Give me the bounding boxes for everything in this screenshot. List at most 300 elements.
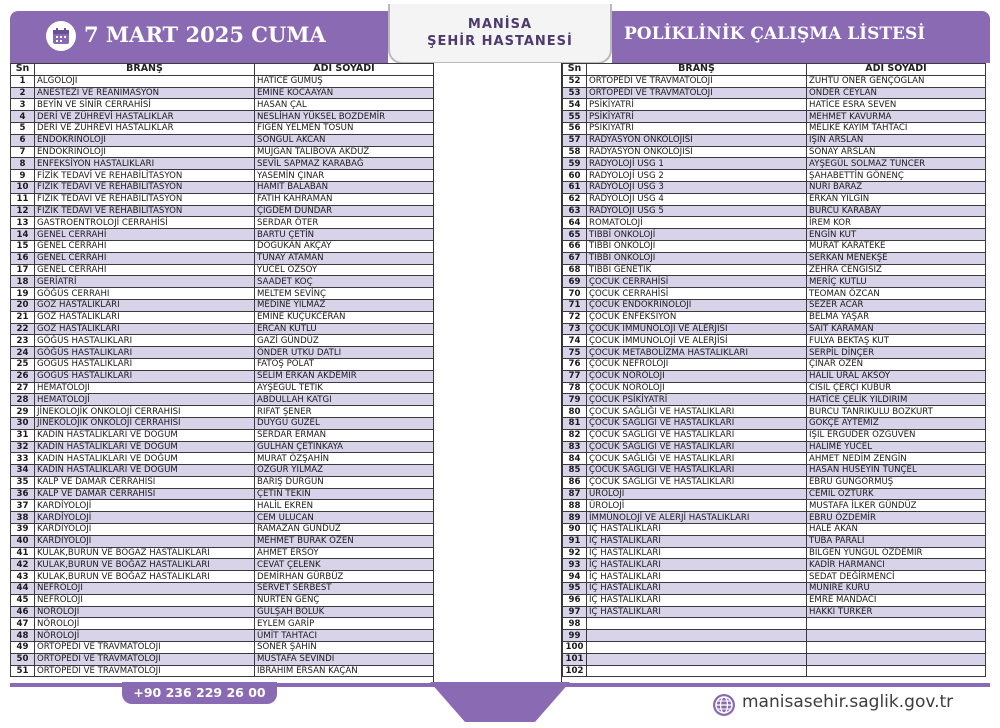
row-doctor-name: SAİT KARAMAN — [807, 323, 986, 335]
row-sn: 85 — [563, 465, 587, 477]
row-brans: BEYİN VE SİNİR CERRAHİSİ — [35, 99, 255, 111]
row-brans: GÖĞÜS HASTALIKLARI — [35, 358, 255, 370]
row-sn: 26 — [11, 370, 35, 382]
table-row — [563, 665, 986, 677]
row-doctor-name: NESLİHAN YÜKSEL BOZDEMİR — [255, 111, 434, 123]
row-brans: NÖROLOJİ — [35, 618, 255, 630]
row-sn: 78 — [563, 382, 587, 394]
row-doctor-name: YASEMİN ÇINAR — [255, 170, 434, 182]
row-brans: İÇ HASTALIKLARI — [587, 524, 807, 536]
row-sn: 48 — [11, 630, 35, 642]
row-doctor-name: HATİCE GÜMÜŞ — [255, 75, 434, 87]
row-brans: NÖROLOJİ — [35, 606, 255, 618]
globe-icon — [712, 693, 736, 717]
row-brans: İÇ HASTALIKLARI — [587, 547, 807, 559]
row-brans: GENEL CERRAHİ — [35, 252, 255, 264]
row-brans: GÖĞÜS CERRAHI — [35, 288, 255, 300]
row-sn: 100 — [563, 642, 587, 654]
row-brans: ENDOKRİNOLOJİ — [35, 134, 255, 146]
row-doctor-name: HAMİT BALABAN — [255, 181, 434, 193]
table-row — [563, 158, 986, 170]
table-row — [563, 122, 986, 134]
row-doctor-name: AYŞEGÜL SOLMAZ TUNCER — [807, 158, 986, 170]
row-sn: 69 — [563, 276, 587, 288]
row-brans: KULAK,BURUN VE BOĞAZ HASTALIKLARI — [35, 547, 255, 559]
row-brans: ÇOCUK ENDOKRİNOLOJİ — [587, 299, 807, 311]
table-row — [11, 264, 434, 276]
row-brans: FİZİK TEDAVİ VE REHABİLİTASYON — [35, 181, 255, 193]
table-row — [563, 205, 986, 217]
row-sn: 93 — [563, 559, 587, 571]
row-brans: FİZİK TEDAVİ VE REHABİLİTASYON — [35, 170, 255, 182]
row-sn: 38 — [11, 512, 35, 524]
table-row — [563, 429, 986, 441]
row-sn: 66 — [563, 240, 587, 252]
row-doctor-name: SERDAR ERMAN — [255, 429, 434, 441]
name-header: ADI SOYADI — [255, 64, 434, 76]
table-row — [11, 394, 434, 406]
row-brans: TIBBİ ONKOLOJİ — [587, 229, 807, 241]
table-row — [11, 547, 434, 559]
table-row — [11, 382, 434, 394]
table-row — [563, 347, 986, 359]
row-brans: ÇOCUK İMMUNOLOJİ VE ALERJİSİ — [587, 335, 807, 347]
table-row — [563, 476, 986, 488]
row-sn: 16 — [11, 252, 35, 264]
row-doctor-name: ZÜHTÜ ÖNER GENÇOĞLAN — [807, 75, 986, 87]
table-row — [11, 476, 434, 488]
row-brans: PSİKİYATRİ — [587, 99, 807, 111]
row-sn: 35 — [11, 476, 35, 488]
row-doctor-name: EMRE MANDACI — [807, 594, 986, 606]
table-row — [11, 323, 434, 335]
row-doctor-name: SERDAR ÖTER — [255, 217, 434, 229]
row-sn: 71 — [563, 299, 587, 311]
row-brans: ÇOCUK SAĞLIĞI VE HASTALIKLARI — [587, 476, 807, 488]
row-sn: 99 — [563, 630, 587, 642]
schedule-table-left — [10, 63, 433, 683]
row-doctor-name: HALİL URAL AKSOY — [807, 370, 986, 382]
row-brans: ROMATOLOJİ — [587, 217, 807, 229]
row-sn: 98 — [563, 618, 587, 630]
row-doctor-name: EBRU ÖZDEMİR — [807, 512, 986, 524]
row-doctor-name: TEOMAN ÖZCAN — [807, 288, 986, 300]
row-sn: 46 — [11, 606, 35, 618]
row-doctor-name: SERKAN MENEKŞE — [807, 252, 986, 264]
row-brans: GENEL CERRAHİ — [35, 229, 255, 241]
table-row — [563, 323, 986, 335]
table-row — [563, 134, 986, 146]
row-doctor-name: EMİNE KOCAAYAN — [255, 87, 434, 99]
table-row — [11, 606, 434, 618]
row-brans: İÇ HASTALIKLARI — [587, 559, 807, 571]
row-doctor-name: BURCU TANRIKULU BOZKURT — [807, 406, 986, 418]
row-doctor-name: AHMET NEDİM ZENGİN — [807, 453, 986, 465]
row-sn: 92 — [563, 547, 587, 559]
table-row — [563, 453, 986, 465]
row-doctor-name: SONGÜL AKCAN — [255, 134, 434, 146]
table-row — [563, 583, 986, 595]
row-brans: ÇOCUK SAĞLIĞI VE HASTALIKLARI — [587, 453, 807, 465]
row-doctor-name: SAADET KOÇ — [255, 276, 434, 288]
table-row — [563, 170, 986, 182]
row-brans: ÇOCUK ENFEKSİYON — [587, 311, 807, 323]
row-sn: 67 — [563, 252, 587, 264]
row-doctor-name: ÇETİN TEKİN — [255, 488, 434, 500]
row-brans: NEFROLOJİ — [35, 583, 255, 595]
row-doctor-name: ÖNDER CEYLAN — [807, 87, 986, 99]
row-brans: DERİ VE ZÜHREVİ HASTALIKLAR — [35, 111, 255, 123]
brans-header: BRANŞ — [587, 64, 807, 76]
row-doctor-name: HALİL EKREN — [255, 500, 434, 512]
row-sn: 84 — [563, 453, 587, 465]
row-doctor-name: HASAN HÜSEYİN TUNÇEL — [807, 465, 986, 477]
row-brans: RADYOLOJİ USG 4 — [587, 193, 807, 205]
hospital-name-line1: MANİSA — [467, 17, 533, 32]
row-sn: 56 — [563, 122, 587, 134]
row-doctor-name: BELMA YAŞAR — [807, 311, 986, 323]
center-spacer — [433, 63, 562, 683]
row-doctor-name: MEHMET KAVURMA — [807, 111, 986, 123]
row-doctor-name: MURAT ÖZŞAHİN — [255, 453, 434, 465]
row-brans: KADIN HASTALIKLARI VE DOĞUM — [35, 453, 255, 465]
table-row — [563, 382, 986, 394]
sn-header: Sn — [563, 64, 587, 76]
row-brans: İÇ HASTALIKLARI — [587, 606, 807, 618]
row-brans — [587, 665, 807, 677]
row-brans: GÖĞÜS HASTALIKLARI — [35, 347, 255, 359]
row-sn: 54 — [563, 99, 587, 111]
row-sn: 14 — [11, 229, 35, 241]
row-brans: ÇOCUK İMMUNOLOJİ VE ALERJİSİ — [587, 323, 807, 335]
row-doctor-name — [807, 642, 986, 654]
row-brans: ÜROLOJİ — [587, 488, 807, 500]
row-doctor-name: NURTEN GENÇ — [255, 594, 434, 606]
table-row — [11, 205, 434, 217]
row-doctor-name: MUSTAFA SEVİNDİ — [255, 653, 434, 665]
row-brans — [587, 642, 807, 654]
row-sn: 15 — [11, 240, 35, 252]
table-row — [563, 535, 986, 547]
row-sn: 50 — [11, 653, 35, 665]
row-doctor-name: MERİÇ KUTLU — [807, 276, 986, 288]
row-sn: 76 — [563, 358, 587, 370]
row-brans: İÇ HASTALIKLARI — [587, 535, 807, 547]
table-header-row — [11, 64, 434, 76]
row-sn: 95 — [563, 583, 587, 595]
row-doctor-name: FATİH KAHRAMAN — [255, 193, 434, 205]
row-sn: 91 — [563, 535, 587, 547]
row-sn: 68 — [563, 264, 587, 276]
row-sn: 12 — [11, 205, 35, 217]
row-doctor-name: BİLGEN YÜNGÜL ÖZDEMİR — [807, 547, 986, 559]
table-row — [563, 146, 986, 158]
row-doctor-name: BARIŞ DURGUN — [255, 476, 434, 488]
row-brans: ÇOCUK SAĞLIĞI VE HASTALIKLARI — [587, 429, 807, 441]
row-sn: 89 — [563, 512, 587, 524]
table-row — [11, 417, 434, 429]
table-row — [563, 512, 986, 524]
table-row — [11, 146, 434, 158]
table-row — [11, 370, 434, 382]
row-brans: ÇOCUK SAĞLIĞI VE HASTALIKLARI — [587, 406, 807, 418]
row-sn: 63 — [563, 205, 587, 217]
row-brans: RADYOLOJİ USG 1 — [587, 158, 807, 170]
row-doctor-name: HASAN ÇAL — [255, 99, 434, 111]
row-brans: ORTOPEDİ VE TRAVMATOLOJİ — [35, 665, 255, 677]
table-row — [563, 488, 986, 500]
row-sn: 61 — [563, 181, 587, 193]
row-sn: 30 — [11, 417, 35, 429]
row-sn: 64 — [563, 217, 587, 229]
row-doctor-name: TUNAY ATAMAN — [255, 252, 434, 264]
table-row — [11, 111, 434, 123]
row-doctor-name: FİGEN YELMEN TOSUN — [255, 122, 434, 134]
row-doctor-name: GÜLHAN ÇETİNKAYA — [255, 441, 434, 453]
row-brans: KARDİYOLOJİ — [35, 500, 255, 512]
row-brans: PSİKİYATRİ — [587, 122, 807, 134]
row-doctor-name: FULYA BEKTAŞ KUT — [807, 335, 986, 347]
row-sn: 7 — [11, 146, 35, 158]
row-brans: RADYOLOJİ USG 2 — [587, 170, 807, 182]
table-row — [563, 193, 986, 205]
row-doctor-name: CİSİL ÇERÇİ KUBUR — [807, 382, 986, 394]
row-doctor-name — [807, 618, 986, 630]
row-brans: GÖZ HASTALIKLARI — [35, 323, 255, 335]
row-doctor-name: ÇINAR ÖZEN — [807, 358, 986, 370]
row-doctor-name — [807, 665, 986, 677]
row-doctor-name: NURİ BARAZ — [807, 181, 986, 193]
name-header: ADI SOYADI — [807, 64, 986, 76]
table-row — [11, 618, 434, 630]
table-row — [11, 358, 434, 370]
table-row — [563, 524, 986, 536]
schedule-table-right — [562, 63, 985, 683]
row-sn: 22 — [11, 323, 35, 335]
table-row — [11, 240, 434, 252]
table-row — [563, 441, 986, 453]
row-doctor-name: GÖKÇE AYTEMİZ — [807, 417, 986, 429]
row-sn: 21 — [11, 311, 35, 323]
row-doctor-name: ÖZGÜR YILMAZ — [255, 465, 434, 477]
row-sn: 36 — [11, 488, 35, 500]
table-row — [11, 524, 434, 536]
table-row — [11, 642, 434, 654]
table-row — [563, 465, 986, 477]
row-brans: KADIN HASTALIKLARI VE DOĞUM — [35, 441, 255, 453]
row-sn: 55 — [563, 111, 587, 123]
table-row — [563, 630, 986, 642]
row-brans: HEMATOLOJİ — [35, 394, 255, 406]
row-sn: 52 — [563, 75, 587, 87]
row-sn: 79 — [563, 394, 587, 406]
table-row — [11, 653, 434, 665]
row-sn: 10 — [11, 181, 35, 193]
table-row — [563, 571, 986, 583]
row-brans: KALP VE DAMAR CERRAHİSİ — [35, 476, 255, 488]
row-doctor-name: ERKAN YILGIN — [807, 193, 986, 205]
row-brans: ÇOCUK NÖROLOJİ — [587, 370, 807, 382]
row-sn: 2 — [11, 87, 35, 99]
row-doctor-name: EMİNE KÜÇÜKCERAN — [255, 311, 434, 323]
row-brans: KARDİYOLOJİ — [35, 512, 255, 524]
row-brans: RADYOLOJİ USG 3 — [587, 181, 807, 193]
row-brans: ENDOKRİNOLOJİ — [35, 146, 255, 158]
table-row — [11, 335, 434, 347]
row-brans: ÇOCUK SAĞLIĞI VE HASTALIKLARI — [587, 465, 807, 477]
table-row — [563, 370, 986, 382]
row-doctor-name: IŞIL ERGÜDER ÖZGÜVEN — [807, 429, 986, 441]
row-doctor-name: TUBA PARALI — [807, 535, 986, 547]
table-row — [563, 229, 986, 241]
row-brans: HEMATOLOJİ — [35, 382, 255, 394]
table-row — [563, 559, 986, 571]
row-doctor-name: SONAY ARSLAN — [807, 146, 986, 158]
row-doctor-name: GAZİ GÜNDÜZ — [255, 335, 434, 347]
row-sn: 18 — [11, 276, 35, 288]
row-sn: 9 — [11, 170, 35, 182]
row-brans: PSİKİYATRİ — [587, 111, 807, 123]
row-doctor-name: SERPİL DİNÇER — [807, 347, 986, 359]
row-sn: 23 — [11, 335, 35, 347]
row-brans: ORTOPEDİ VE TRAVMATOLOJİ — [35, 642, 255, 654]
row-doctor-name: RAMAZAN GÜNDÜZ — [255, 524, 434, 536]
row-sn: 49 — [11, 642, 35, 654]
row-doctor-name: MUSTAFA İLKER GÜNDÜZ — [807, 500, 986, 512]
table-row — [563, 264, 986, 276]
row-doctor-name: CEVAT ÇELENK — [255, 559, 434, 571]
row-sn: 60 — [563, 170, 587, 182]
row-sn: 27 — [11, 382, 35, 394]
row-sn: 57 — [563, 134, 587, 146]
row-sn: 73 — [563, 323, 587, 335]
phone-number: +90 236 229 26 00 — [122, 682, 277, 704]
row-doctor-name: ÇİĞDEM DÜNDAR — [255, 205, 434, 217]
row-brans: ÇOCUK CERRAHİSİ — [587, 288, 807, 300]
row-doctor-name: MELİKE KAYIM TAHTACI — [807, 122, 986, 134]
row-sn: 42 — [11, 559, 35, 571]
row-brans — [587, 618, 807, 630]
table-row — [11, 299, 434, 311]
table-row — [11, 170, 434, 182]
row-brans: GÖĞÜS HASTALIKLARI — [35, 370, 255, 382]
row-brans: ANESTEZİ VE REANİMASYON — [35, 87, 255, 99]
row-sn: 34 — [11, 465, 35, 477]
table-row — [563, 252, 986, 264]
row-sn: 29 — [11, 406, 35, 418]
row-sn: 65 — [563, 229, 587, 241]
table-row — [563, 406, 986, 418]
table-row — [563, 500, 986, 512]
row-brans: JİNEKOLOJİK ONKOLOJİ CERRAHISI — [35, 406, 255, 418]
row-doctor-name: ERCAN KUTLU — [255, 323, 434, 335]
table-row — [11, 559, 434, 571]
row-doctor-name: HATİCE ÇELİK YILDIRIM — [807, 394, 986, 406]
table-row — [563, 335, 986, 347]
row-doctor-name: MÜJGAN TALIBOVA AKDÜZ — [255, 146, 434, 158]
row-brans: GENEL CERRAHİ — [35, 240, 255, 252]
row-brans: İÇ HASTALIKLARI — [587, 594, 807, 606]
row-sn: 24 — [11, 347, 35, 359]
table-row — [11, 488, 434, 500]
table-row — [563, 276, 986, 288]
table-row — [11, 122, 434, 134]
row-sn: 19 — [11, 288, 35, 300]
table-row — [563, 75, 986, 87]
row-doctor-name: GÜLŞAH BÖLÜK — [255, 606, 434, 618]
row-brans: TIBBİ ONKOLOJİ — [587, 252, 807, 264]
table-row — [11, 311, 434, 323]
row-doctor-name: HALE AKAN — [807, 524, 986, 536]
table-row — [563, 288, 986, 300]
row-doctor-name — [807, 653, 986, 665]
row-brans: NÖROLOJİ — [35, 630, 255, 642]
row-doctor-name: MÜNİRE KURU — [807, 583, 986, 595]
row-brans: KULAK,BURUN VE BOĞAZ HASTALIKLARI — [35, 571, 255, 583]
row-doctor-name: HAKKI TÜRKER — [807, 606, 986, 618]
row-sn: 20 — [11, 299, 35, 311]
row-doctor-name: BURCU KARABAY — [807, 205, 986, 217]
hospital-name-box — [388, 4, 612, 64]
row-sn: 75 — [563, 347, 587, 359]
table-row — [11, 594, 434, 606]
row-sn: 25 — [11, 358, 35, 370]
row-doctor-name: CEMİL ÖZTÜRK — [807, 488, 986, 500]
row-sn: 74 — [563, 335, 587, 347]
row-brans: ÇOCUK SAĞLIĞI VE HASTALIKLARI — [587, 417, 807, 429]
table-header-row — [563, 64, 986, 76]
table-row — [11, 406, 434, 418]
row-doctor-name: BARTU ÇETİN — [255, 229, 434, 241]
row-sn: 44 — [11, 583, 35, 595]
row-brans: JİNEKOLOJİK ONKOLOJİ CERRAHISI — [35, 417, 255, 429]
row-sn: 8 — [11, 158, 35, 170]
row-brans: TIBBİ GENETİK — [587, 264, 807, 276]
row-brans: ÇOCUK METABOLİZMA HASTALIKLARI — [587, 347, 807, 359]
row-brans: ÇOCUK NÖROLOJİ — [587, 382, 807, 394]
table-row — [11, 87, 434, 99]
row-brans: DERİ VE ZÜHREVİ HASTALIKLAR — [35, 122, 255, 134]
row-brans: ORTOPEDİ VE TRAVMATOLOJİ — [587, 87, 807, 99]
table-row — [11, 535, 434, 547]
table-row — [563, 618, 986, 630]
table-row — [563, 606, 986, 618]
table-row — [563, 417, 986, 429]
row-brans: GÖZ HASTALIKLARI — [35, 311, 255, 323]
row-brans: TIBBİ ONKOLOJİ — [587, 240, 807, 252]
row-sn: 31 — [11, 429, 35, 441]
row-brans: İÇ HASTALIKLARI — [587, 583, 807, 595]
row-brans: GASTROENTROLOJİ CERRAHİSİ — [35, 217, 255, 229]
list-title: POLİKLİNİK ÇALIŞMA LİSTESİ — [624, 24, 926, 44]
row-doctor-name: ÜMİT TAHTACI — [255, 630, 434, 642]
row-doctor-name: EYLEM GARİP — [255, 618, 434, 630]
row-doctor-name: İBRAHİM ERSAN KAÇAN — [255, 665, 434, 677]
row-sn: 37 — [11, 500, 35, 512]
table-row — [563, 547, 986, 559]
row-brans: FİZİK TEDAVİ VE REHABİLİTASYON — [35, 205, 255, 217]
row-doctor-name: AHMET ERSOY — [255, 547, 434, 559]
website-link[interactable]: manisasehir.saglik.gov.tr — [742, 692, 954, 712]
row-sn: 41 — [11, 547, 35, 559]
table-row — [11, 453, 434, 465]
row-brans: KALP VE DAMAR CERRAHİSİ — [35, 488, 255, 500]
row-doctor-name: MEHMET BURAK ÖZEN — [255, 535, 434, 547]
row-doctor-name: SONER ŞAHİN — [255, 642, 434, 654]
date-title: 7 MART 2025 CUMA — [84, 22, 326, 47]
table-row — [11, 429, 434, 441]
table-row — [563, 594, 986, 606]
